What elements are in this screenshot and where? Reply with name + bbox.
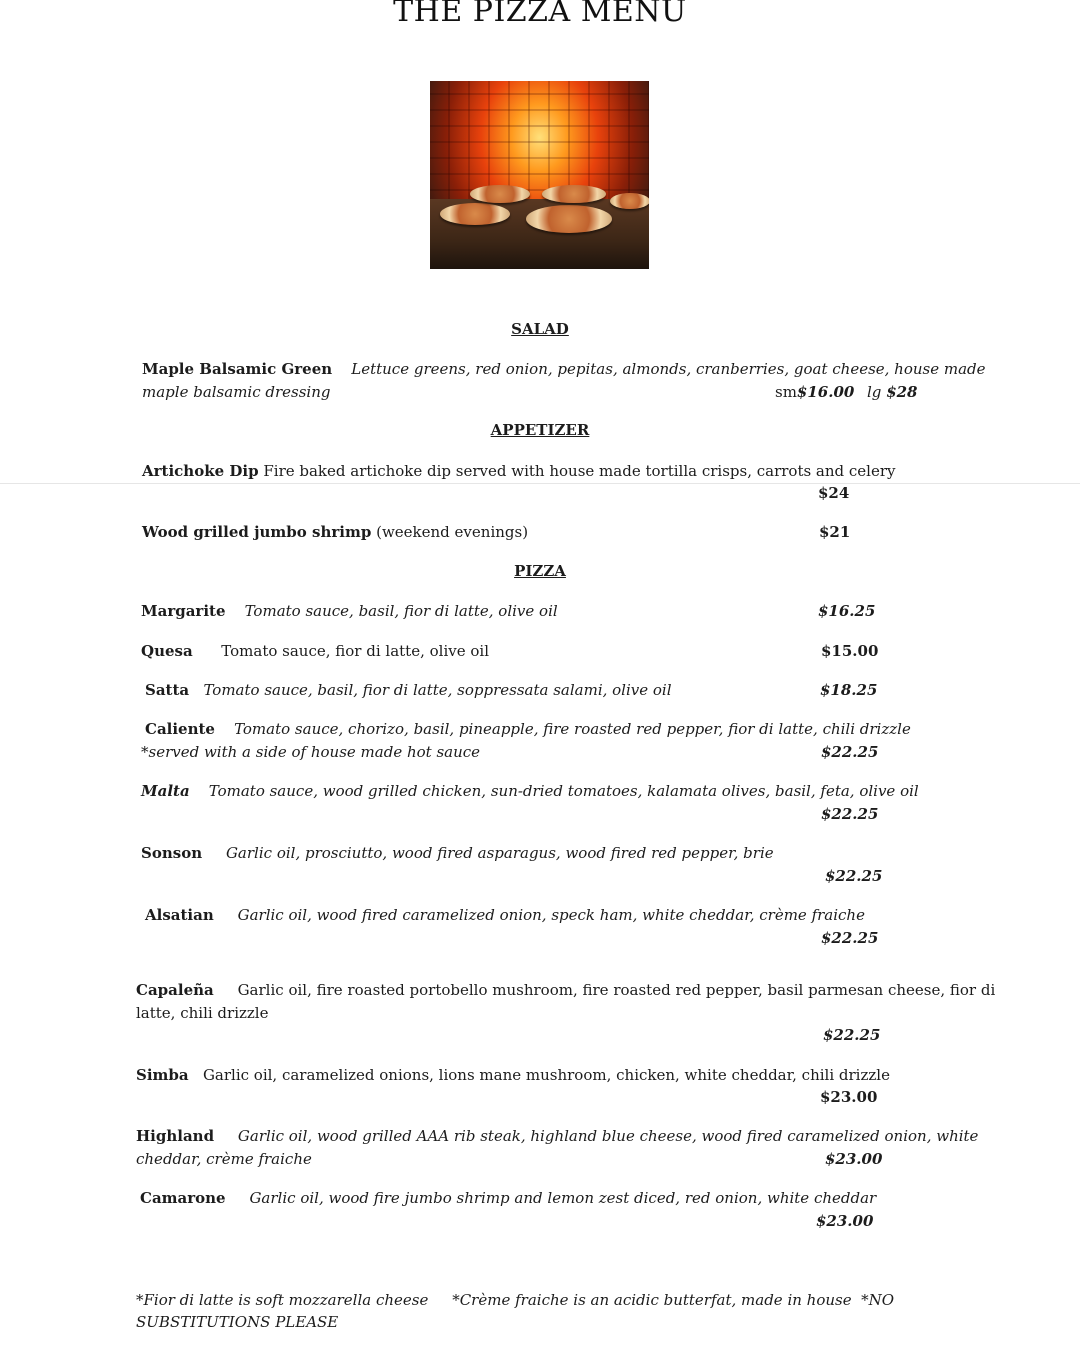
item-description: Tomato sauce, basil, fior di latte, soppressata salami, olive oil: [203, 681, 672, 699]
menu-item: [145, 681, 672, 699]
item-description-cont: cheddar, crème fraiche: [136, 1150, 312, 1168]
menu-item: [136, 1127, 978, 1145]
item-price-large: lg $28: [867, 383, 918, 401]
item-price: $23.00: [825, 1150, 883, 1168]
menu-item: [141, 782, 919, 800]
item-description: Tomato sauce, chorizo, basil, pineapple, fire roasted red pepper, fior di latte, chili drizzle: [234, 720, 911, 738]
menu-item: [145, 906, 865, 924]
item-price: $22.25: [821, 929, 879, 947]
item-price: $22.25: [823, 1026, 881, 1044]
item-name: Caliente: [145, 720, 215, 738]
page-title: THE PIZZA MENU: [393, 0, 687, 29]
item-price: $24: [818, 484, 850, 502]
item-name: Simba: [136, 1066, 189, 1084]
item-price: $23.00: [820, 1088, 878, 1106]
item-description: Garlic oil, wood fired caramelized onion, speck ham, white cheddar, crème fraiche: [237, 906, 865, 924]
item-price: $23.00: [816, 1212, 874, 1230]
item-name: Quesa: [141, 642, 193, 660]
wood-fired-oven-photo: [430, 81, 649, 269]
item-description: Tomato sauce, wood grilled chicken, sun-dried tomatoes, kalamata olives, basil, feta, olive oil: [208, 782, 919, 800]
item-description: Garlic oil, wood grilled AAA rib steak, highland blue cheese, wood fired caramelized onion, white: [237, 1127, 979, 1145]
menu-item: [145, 720, 911, 738]
item-name: Wood grilled jumbo shrimp: [142, 523, 372, 541]
item-price: $18.25: [820, 681, 878, 699]
pizza-shape: [542, 185, 606, 203]
item-name: Alsatian: [145, 906, 214, 924]
item-price: $15.00: [821, 642, 879, 660]
pizza-shape: [526, 205, 612, 233]
item-price: $21: [819, 523, 851, 541]
item-name: Highland: [136, 1127, 215, 1145]
item-note: *served with a side of house made hot sauce: [141, 743, 481, 761]
menu-item: [142, 360, 986, 378]
item-name: Camarone: [140, 1189, 226, 1207]
item-description: Garlic oil, wood fire jumbo shrimp and lemon zest diced, red onion, white cheddar: [249, 1189, 877, 1207]
item-description: (weekend evenings): [376, 523, 529, 541]
menu-item: [142, 523, 528, 541]
item-price: $16.25: [818, 602, 876, 620]
pizza-shape: [470, 185, 530, 203]
item-name: Artichoke Dip: [142, 462, 259, 480]
menu-item: [140, 1189, 876, 1207]
item-name: Capaleña: [136, 981, 214, 999]
item-name: Margarite: [141, 602, 226, 620]
section-heading-appetizer: APPETIZER: [490, 421, 590, 439]
item-name: Satta: [145, 681, 190, 699]
section-heading-salad: SALAD: [511, 320, 569, 338]
item-description: Garlic oil, fire roasted portobello mushroom, fire roasted red pepper, basil parmesan cheese, fior di: [237, 981, 996, 999]
item-name: Maple Balsamic Green: [142, 360, 333, 378]
footnote-line-2: SUBSTITUTIONS PLEASE: [136, 1313, 339, 1331]
item-description: Garlic oil, caramelized onions, lions mane mushroom, chicken, white cheddar, chili drizzle: [202, 1066, 890, 1084]
menu-item: [136, 1066, 890, 1084]
item-description-cont: latte, chili drizzle: [136, 1004, 269, 1022]
item-price: $22.25: [825, 867, 883, 885]
item-description: Tomato sauce, basil, fior di latte, olive oil: [244, 602, 558, 620]
item-name: Sonson: [141, 844, 203, 862]
menu-item: [136, 981, 995, 999]
item-description: Tomato sauce, fior di latte, olive oil: [221, 642, 489, 660]
item-description: Garlic oil, prosciutto, wood fired asparagus, wood fired red pepper, brie: [225, 844, 774, 862]
pizza-shape: [440, 203, 510, 225]
item-name: Malta: [141, 782, 190, 800]
item-price-small: sm$16.00: [775, 383, 855, 401]
menu-item: [141, 642, 489, 660]
item-description: Lettuce greens, red onion, pepitas, almonds, cranberries, goat cheese, house made: [351, 360, 986, 378]
pizza-shape: [610, 193, 649, 209]
divider-line: [0, 483, 1080, 484]
item-description: Fire baked artichoke dip served with house made tortilla crisps, carrots and celery: [263, 462, 896, 480]
item-description-cont: maple balsamic dressing: [142, 383, 331, 401]
footnote-line-1: *Fior di latte is soft mozzarella cheese *Crème fraiche is an acidic butterfat, made in house *NO: [136, 1291, 895, 1309]
item-price: $22.25: [821, 743, 879, 761]
item-price: $22.25: [821, 805, 879, 823]
menu-item: [142, 462, 896, 480]
section-heading-pizza: PIZZA: [514, 562, 566, 580]
menu-item: [141, 602, 558, 620]
menu-item: [141, 844, 774, 862]
